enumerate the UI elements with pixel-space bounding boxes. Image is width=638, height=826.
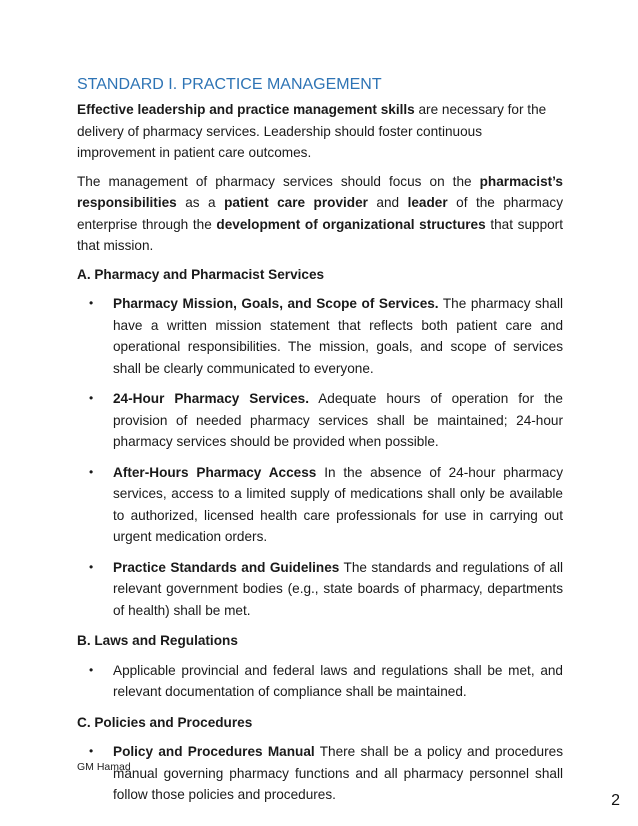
item-text: The pharmacy shall have a written mission statement that reflects both patient care and operational responsibilities. The mission, goals, and scope of services shall be clearly communicated to everyone. <box>113 296 563 376</box>
management-paragraph <box>77 171 563 257</box>
list-item <box>77 293 563 379</box>
item-bold: Policy and Procedures Manual <box>113 744 315 759</box>
management-text-1: The management of pharmacy services should focus on the <box>77 173 480 189</box>
item-text: The standards and regulations of all relevant government bodies (e.g., state boards of pharmacy, departments of health) shall be met. <box>113 559 563 618</box>
management-bold-3: leader <box>407 195 448 210</box>
list-item <box>77 557 563 622</box>
section-a-title: A. Pharmacy and Pharmacist Services <box>77 266 325 282</box>
item-text: Adequate hours of operation for the provision of needed pharmacy services shall be maintained; 24-hour pharmacy services should be provided when possible. <box>113 391 563 449</box>
bullet-icon: • <box>89 559 94 574</box>
management-text-3: and <box>367 195 408 210</box>
management-bold-4: development of organizational structures <box>216 216 486 232</box>
list-item <box>77 462 563 548</box>
bullet-icon: • <box>89 662 94 677</box>
management-text-5: that support that mission. <box>77 216 563 253</box>
page-heading: STANDARD I. PRACTICE MANAGEMENT <box>77 76 382 93</box>
management-bold-2: patient care provider <box>224 195 368 210</box>
section-c-title: C. Policies and Procedures <box>77 714 253 730</box>
intro-text: are necessary for the delivery of pharmacy services. Leadership should foster continuous improvement in patient care outcomes. <box>77 102 547 160</box>
item-text: In the absence of 24-hour pharmacy services, access to a limited supply of medications shall only be available to authorized, licensed health care professionals for use in carrying out urgent medication orders. <box>113 464 563 544</box>
item-bold: After-Hours Pharmacy Access <box>113 464 317 480</box>
item-text: Applicable provincial and federal laws and regulations shall be met, and relevant documentation of compliance shall be maintained. <box>113 662 563 699</box>
list-item <box>77 741 563 806</box>
page-content <box>77 75 563 815</box>
section-b-title: B. Laws and Regulations <box>77 633 238 648</box>
list-item <box>77 388 563 453</box>
footer-author: GM Hamad <box>77 761 131 773</box>
bullet-icon: • <box>89 744 94 758</box>
management-bold-1: pharmacist’s responsibilities <box>77 173 563 210</box>
management-text-4: of the pharmacy enterprise through the <box>77 195 564 232</box>
section-b-list <box>77 660 563 703</box>
page-number: 2 <box>611 792 620 809</box>
item-bold: Pharmacy Mission, Goals, and Scope of Services. <box>113 296 439 311</box>
bullet-icon: • <box>89 391 94 405</box>
bullet-icon: • <box>89 464 94 479</box>
item-bold: Practice Standards and Guidelines <box>113 559 340 575</box>
intro-paragraph <box>77 99 563 164</box>
management-text-2: as a <box>176 195 225 210</box>
item-bold: 24-Hour Pharmacy Services. <box>113 391 309 406</box>
intro-bold: Effective leadership and practice management skills <box>77 102 415 117</box>
section-c-list <box>77 741 563 806</box>
list-item <box>77 660 563 703</box>
item-text: There shall be a policy and procedures manual governing pharmacy functions and all pharmacy personnel shall follow those policies and procedures. <box>113 744 563 802</box>
bullet-icon: • <box>89 296 94 310</box>
section-a-list <box>77 293 563 621</box>
